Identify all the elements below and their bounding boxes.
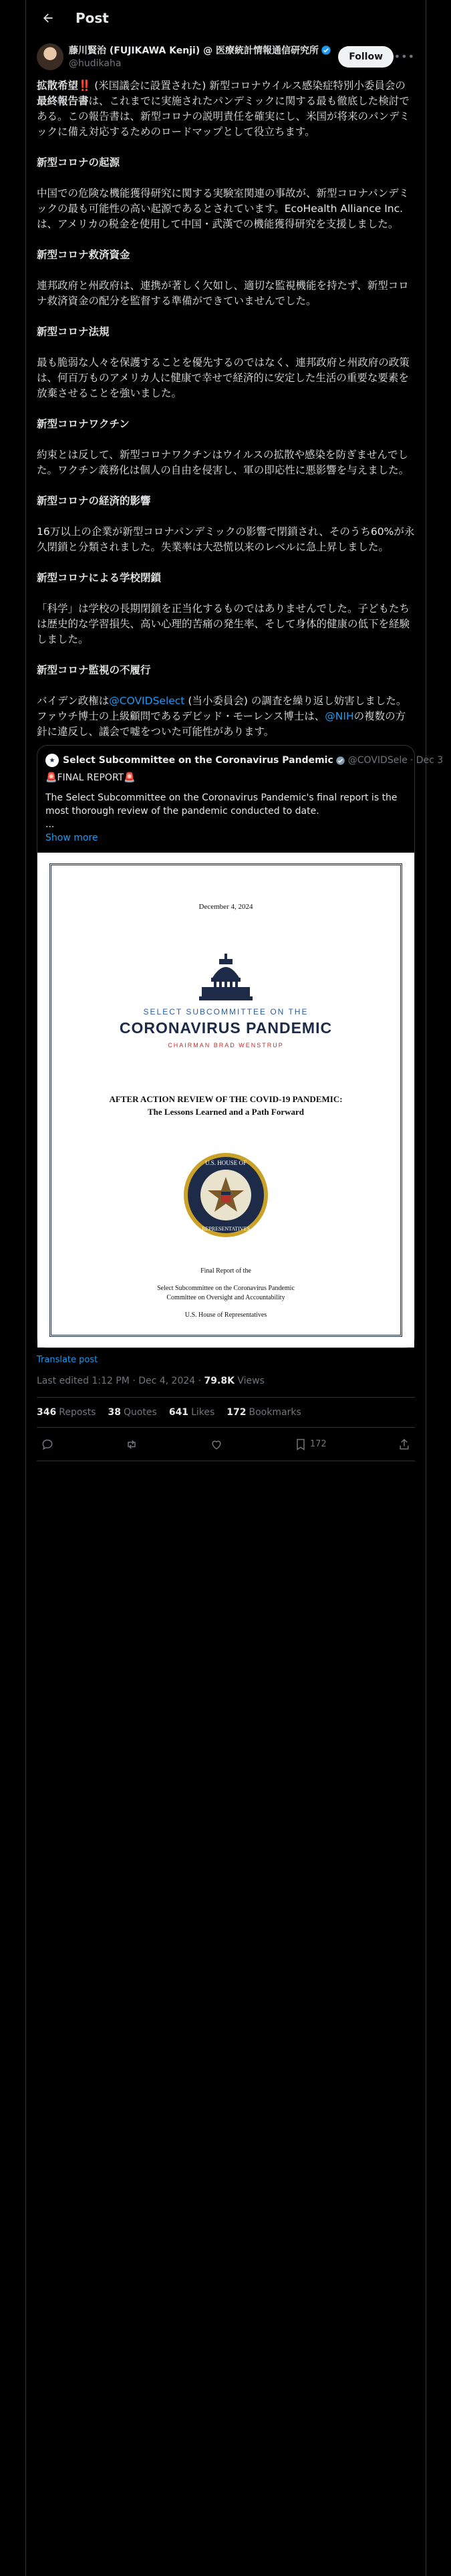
section-body: 約束とは反して、新型コロナワクチンはウイルスの拡散や感染を防ぎませんでした。ワクチン義務化は個人の自由を侵害し、軍の即応性に悪影響を与えました。 — [37, 449, 410, 476]
doc-foot-line: Committee on Oversight and Accountability — [166, 1294, 285, 1301]
author-handle[interactable]: @hudikaha — [69, 58, 122, 69]
svg-text:U.S. HOUSE OF: U.S. HOUSE OF — [204, 1160, 247, 1166]
action-bar — [37, 1428, 415, 1461]
edited-timestamp[interactable]: Last edited 1:12 PM · Dec 4, 2024 · — [37, 1376, 204, 1386]
report-document — [49, 863, 402, 1337]
bookmark-icon — [294, 1438, 307, 1451]
doc-subtitle-small: SELECT SUBCOMMITTEE ON THE — [143, 1007, 309, 1016]
section-heading: 新型コロナ監視の不履行 — [37, 664, 151, 676]
views-label: Views — [234, 1376, 265, 1386]
intro-report: 最終報告書 — [37, 95, 89, 107]
repost-button[interactable] — [125, 1438, 138, 1451]
quotes-stat[interactable]: 38 Quotes — [108, 1407, 157, 1418]
translate-link[interactable]: Translate post — [37, 1355, 98, 1365]
doc-foot-line: Select Subcommittee on the Coronavirus Pandemic — [157, 1285, 295, 1292]
last-text-a: バイデン政権は — [37, 695, 110, 707]
arrow-left-icon — [41, 11, 55, 25]
reply-icon — [41, 1438, 54, 1451]
svg-text:REPRESENTATIVES: REPRESENTATIVES — [202, 1226, 250, 1232]
capitol-dome-icon — [199, 952, 253, 1002]
verified-badge-icon — [321, 45, 331, 56]
doc-foot-line: U.S. House of Representatives — [184, 1311, 267, 1319]
show-more-link[interactable]: Show more — [45, 833, 98, 843]
more-options-icon[interactable]: ••• — [394, 50, 415, 63]
bookmark-button[interactable] — [294, 1438, 327, 1451]
double-exclamation-icon: ‼️ — [78, 80, 92, 92]
intro-bold: 拡散希望 — [37, 80, 79, 92]
post-meta — [37, 1365, 415, 1398]
author-row — [26, 35, 426, 70]
mention-link[interactable]: @NIH — [325, 710, 354, 722]
section-body — [37, 693, 415, 740]
quoted-date: · Dec 3 — [410, 755, 444, 766]
section-heading: 新型コロナの起源 — [37, 156, 120, 169]
section-heading: 新型コロナの経済的影響 — [37, 495, 151, 507]
like-button[interactable] — [210, 1438, 223, 1451]
doc-subtitle-big: CORONAVIRUS PANDEMIC — [119, 1019, 333, 1037]
views-count: 79.8K — [204, 1376, 235, 1386]
siren-icon: 🚨 — [45, 772, 57, 783]
doc-title-line1: AFTER ACTION REVIEW OF THE COVID-19 PANDEMIC: — [109, 1094, 343, 1104]
share-icon — [398, 1438, 411, 1451]
quoted-post[interactable] — [37, 745, 444, 1348]
heart-icon — [210, 1438, 223, 1451]
mention-link[interactable]: @COVIDSelect — [109, 695, 185, 707]
section-heading: 新型コロナワクチン — [37, 418, 130, 430]
quoted-ellipsis: ... — [45, 819, 55, 830]
quoted-headline-text: FINAL REPORT — [57, 772, 124, 783]
intro-text: (米国議会に設置された) 新型コロナウイルス感染症特別小委員会の — [91, 80, 406, 92]
section-body: 中国での危険な機能獲得研究に関する実験室関連の事故が、新型コロナパンデミックの最も可能性の高い起源であるとされています。EcoHealth Alliance Inc.は、アメリカの税金を使用して中国・武漢での機能獲得研究を支援しました。 — [37, 187, 410, 230]
section-heading: 新型コロナ救済資金 — [37, 249, 130, 261]
author-name[interactable]: 藤川賢治 (FUJIKAWA Kenji) @ 医療統計情報通信研究所 — [69, 45, 319, 56]
section-body: 最も脆弱な人々を保護することを優先するのではなく、連邦政府と州政府の政策は、何百万ものアメリカ人に健康で幸せで経済的に安定した生活の重要な要素を放棄させることを強いました。 — [37, 356, 410, 399]
page-title: Post — [76, 9, 109, 26]
repost-icon — [125, 1438, 138, 1451]
doc-title-line2: The Lessons Learned and a Path Forward — [147, 1107, 305, 1117]
post-body — [26, 70, 426, 740]
doc-chairman: CHAIRMAN BRAD WENSTRUP — [168, 1042, 284, 1049]
report-cover-image[interactable] — [37, 853, 414, 1348]
section-heading: 新型コロナ法規 — [37, 326, 110, 338]
last-text-c: の複数の方針に違反し、議会で嘘をついた可能性があります。 — [37, 710, 406, 738]
header-bar — [26, 0, 426, 35]
engagement-stats — [37, 1398, 415, 1428]
avatar[interactable] — [37, 43, 63, 70]
doc-date: December 4, 2024 — [198, 903, 253, 911]
quoted-author-name: Select Subcommittee on the Coronavirus Pandemic — [63, 755, 333, 766]
post-intro — [37, 78, 415, 140]
doc-foot-line: Final Report of the — [200, 1267, 251, 1275]
quoted-text: The Select Subcommittee on the Coronavirus Pandemic's final report is the most thorough review of the pandemic conducted to date. — [45, 792, 398, 817]
doc-title — [51, 1093, 400, 1118]
siren-icon: 🚨 — [124, 772, 136, 783]
likes-stat[interactable]: 641 Likes — [168, 1407, 215, 1418]
follow-button[interactable]: Follow — [338, 46, 394, 68]
back-button[interactable] — [37, 7, 59, 29]
section-body: 連邦政府と州政府は、連携が著しく欠如し、適切な監視機能を持たず、新型コロナ救済資金の配分を監督する準備ができていませんでした。 — [37, 280, 409, 307]
house-seal-icon — [182, 1152, 269, 1239]
quoted-avatar: ★ — [45, 754, 59, 767]
verified-badge-icon — [335, 756, 345, 766]
reposts-stat[interactable]: 346 Reposts — [37, 1407, 96, 1418]
last-text-b: (当小委員会) の調査を繰り返し妨害しました。ファウチ博士の上級顧問であるデビッド・モーレンス博士は、 — [37, 695, 407, 722]
intro-rest: は、これまでに実施されたパンデミックに関する最も徹底した検討である。この報告書は、新型コロナの説明責任を確実にし、米国が将来のパンデミックに備え対応するためのロードマップとして役立ちます。 — [37, 95, 410, 138]
reply-button[interactable] — [41, 1438, 54, 1451]
doc-footer — [51, 1267, 400, 1320]
bookmark-count: 172 — [309, 1439, 327, 1449]
section-heading: 新型コロナによる学校閉鎖 — [37, 572, 162, 584]
share-button[interactable] — [398, 1438, 411, 1451]
bookmarks-stat[interactable]: 172 Bookmarks — [227, 1407, 301, 1418]
quoted-handle: @COVIDSele — [347, 755, 408, 766]
section-body: 「科学」は学校の長期閉鎖を正当化するものではありませんでした。子どもたちは歴史的な学習損失、高い心理的苦痛の発生率、そして身体的健康の低下を経験しました。 — [37, 603, 410, 645]
quoted-headline — [45, 771, 406, 784]
post-column — [25, 0, 444, 2576]
section-body: 16万以上の企業が新型コロナパンデミックの影響で閉鎖され、そのうち60%が永久閉鎖と分類されました。失業率は大恐慌以来のレベルに急上昇しました。 — [37, 526, 415, 553]
